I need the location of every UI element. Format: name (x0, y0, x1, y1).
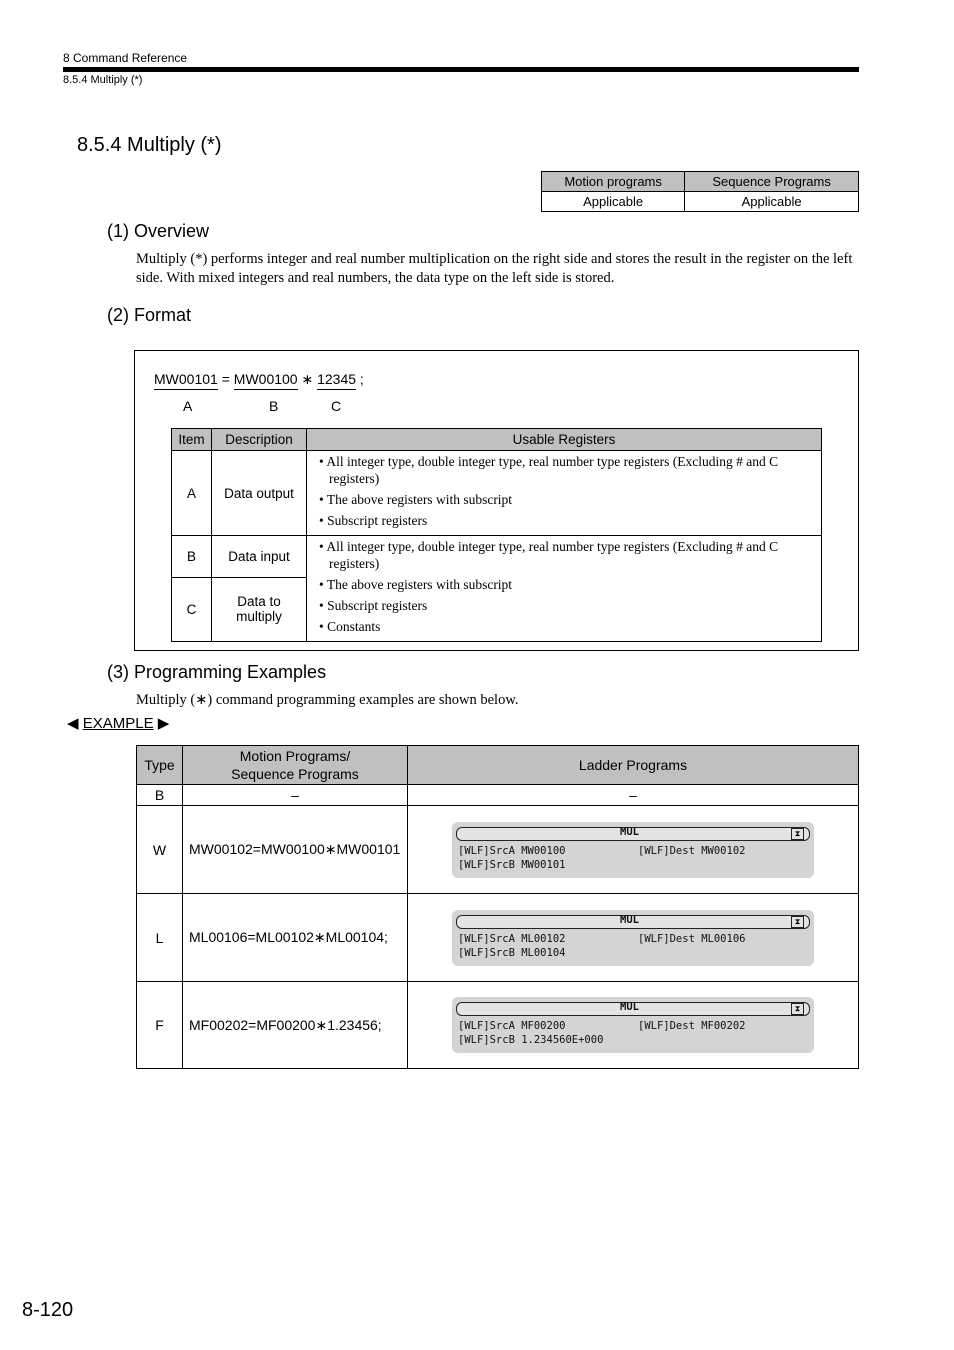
overview-heading: (1) Overview (107, 221, 210, 241)
format-label-b: B (269, 398, 279, 414)
ex-motion-f: MF00202=MF00200∗1.23456; (183, 982, 408, 1069)
ladder-srca: [WLF]SrcA MW00100 (458, 844, 566, 857)
format-label-c: C (331, 398, 342, 414)
format-operand-c: 12345 (317, 371, 356, 390)
format-semicolon: ; (356, 371, 364, 387)
ex-motion-w: MW00102=MW00100∗MW00101 (183, 806, 408, 894)
regs-bc-item: • All integer type, double integer type, real number type registers (Excluding # and C registers) (319, 539, 779, 571)
page-title: 8.5.4 Multiply (*) (77, 134, 222, 156)
regs-item-b: B (172, 536, 212, 578)
ex-header-motion (183, 746, 408, 785)
regs-item-c: C (172, 577, 212, 641)
ladder-mul-label: MUL (620, 913, 639, 926)
ladder-mul-block (452, 822, 814, 878)
format-expression (154, 371, 364, 390)
hourglass-icon: ⧗ (791, 828, 804, 840)
ladder-srca: [WLF]SrcA MF00200 (458, 1020, 566, 1032)
left-triangle-icon: ◀ (67, 715, 79, 732)
ex-type-l: L (137, 894, 183, 982)
example-label: EXAMPLE (82, 715, 154, 732)
regs-list-bc (307, 536, 822, 642)
regs-desc-a: Data output (212, 451, 307, 536)
page-number: 8-120 (22, 1299, 74, 1321)
right-triangle-icon: ▶ (157, 715, 170, 732)
ladder-srca: [WLF]SrcA ML00102 (458, 932, 566, 945)
applic-value-motion: Applicable (542, 192, 685, 212)
ex-ladder-f (408, 982, 859, 1069)
regs-list-a (307, 451, 822, 536)
ex-type-f: F (137, 982, 183, 1069)
ex-motion-b: – (183, 785, 408, 806)
format-heading: (2) Format (107, 305, 192, 325)
ex-ladder-w (408, 806, 859, 894)
format-operand-b: MW00100 (234, 371, 298, 390)
regs-a-item: • Subscript registers (319, 513, 428, 528)
regs-header-item: Item (172, 429, 212, 451)
example-marker (67, 714, 169, 732)
ex-ladder-l (408, 894, 859, 982)
running-header-section: 8.5.4 Multiply (*) (63, 74, 143, 86)
ladder-dest: [WLF]Dest MW00102 (638, 844, 746, 857)
examples-table (136, 745, 859, 1069)
regs-bc-item: • The above registers with subscript (319, 577, 513, 592)
examples-intro: Multiply (∗) command programming examples are shown below. (136, 692, 519, 708)
regs-a-item: • All integer type, double integer type, real number type registers (Excluding # and C registers) (319, 454, 779, 486)
regs-bc-item: • Subscript registers (319, 598, 428, 613)
ex-type-b: B (137, 785, 183, 806)
regs-header-description: Description (212, 429, 307, 451)
overview-text: Multiply (*) performs integer and real number multiplication on the right side and stores the result in the register on the left side. With mixed integers and real numbers, the data type on the left side is stored. (136, 251, 853, 286)
applic-header-sequence: Sequence Programs (685, 172, 859, 192)
regs-header-usable: Usable Registers (307, 429, 822, 451)
ladder-dest: [WLF]Dest ML00106 (638, 932, 746, 945)
running-header-chapter: 8 Command Reference (63, 51, 188, 65)
header-rule (63, 67, 859, 72)
ladder-dest: [WLF]Dest MF00202 (638, 1020, 746, 1032)
ladder-mul-label: MUL (620, 825, 639, 838)
applic-value-sequence: Applicable (685, 192, 859, 212)
ex-header-type: Type (137, 746, 183, 785)
format-label-a: A (183, 398, 193, 414)
ex-header-motion-line1: Motion Programs/ (239, 748, 351, 764)
ex-ladder-b: – (408, 785, 859, 806)
regs-desc-b: Data input (212, 536, 307, 578)
ladder-mul-block (452, 997, 814, 1053)
ladder-srcb: [WLF]SrcB MW00101 (458, 858, 566, 871)
applic-header-motion: Motion programs (542, 172, 685, 192)
regs-bc-item: • Constants (319, 619, 381, 634)
regs-item-a: A (172, 451, 212, 536)
format-operator: ∗ (297, 371, 318, 387)
regs-a-item: • The above registers with subscript (319, 492, 513, 507)
format-equals: = (217, 371, 234, 387)
regs-desc-c: Data to multiply (212, 577, 307, 641)
ladder-srcb: [WLF]SrcB 1.234560E+000 (458, 1034, 604, 1046)
hourglass-icon: ⧗ (791, 916, 804, 928)
ladder-mul-label: MUL (620, 1001, 639, 1013)
ex-type-w: W (137, 806, 183, 894)
hourglass-icon: ⧗ (791, 1003, 804, 1015)
applicability-table (541, 171, 859, 212)
ex-header-motion-line2: Sequence Programs (231, 766, 359, 782)
registers-table (171, 428, 822, 642)
ladder-mul-block (452, 910, 814, 966)
ex-motion-l: ML00106=ML00102∗ML00104; (183, 894, 408, 982)
ladder-srcb: [WLF]SrcB ML00104 (458, 946, 566, 959)
examples-heading: (3) Programming Examples (107, 662, 327, 682)
ex-header-ladder: Ladder Programs (408, 746, 859, 785)
format-operand-a: MW00101 (154, 371, 218, 390)
